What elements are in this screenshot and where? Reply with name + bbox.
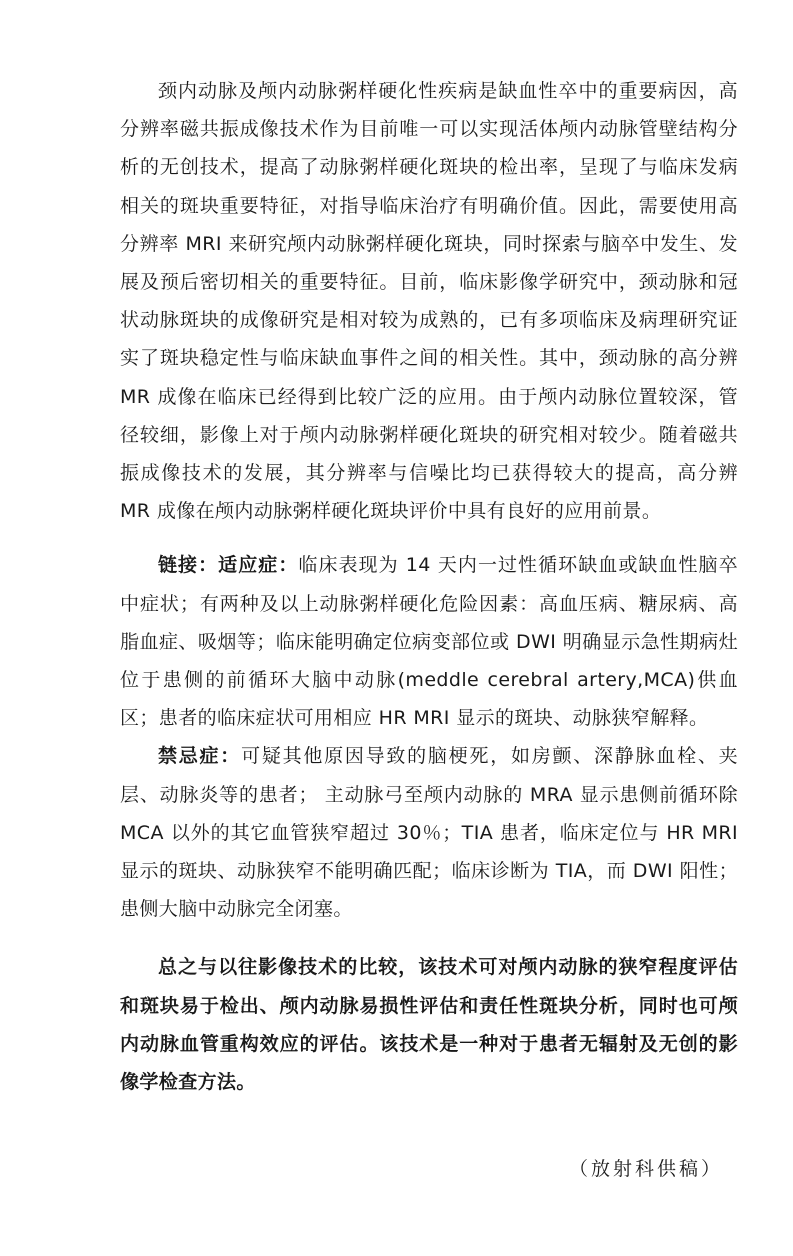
indications-text: 临床表现为 14 天内一过性循环缺血或缺血性脑卒中症状；有两种及以上动脉粥样硬化危险因素：高血压病、糖尿病、高脂血症、吸烟等；临床能明确定位病变部位或 DWI 明确显示急性期病灶位于患侧的前循环大脑中动脉(meddle cerebral artery,MCA)供血区；患者的临床症状可用相应 HR MRI 显示的斑块、动脉狭窄解释。	[120, 554, 738, 730]
paragraph-background: 颈内动脉及颅内动脉粥样硬化性疾病是缺血性卒中的重要病因，高分辨率磁共振成像技术作为目前唯一可以实现活体颅内动脉管壁结构分析的无创技术，提高了动脉粥样硬化斑块的检出率，呈现了与临床发病相关的斑块重要特征，对指导临床治疗有明确价值。因此，需要使用高分辨率 MRI 来研究颅内动脉粥样硬化斑块，同时探索与脑卒中发生、发展及预后密切相关的重要特征。目前，临床影像学研究中，颈动脉和冠状动脉斑块的成像研究是相对较为成熟的，已有多项临床及病理研究证实了斑块稳定性与临床缺血事件之间的相关性。其中，颈动脉的高分辨 MR 成像在临床已经得到比较广泛的应用。由于颅内动脉位置较深，管径较细，影像上对于颅内动脉粥样硬化斑块的研究相对较少。随着磁共振成像技术的发展，其分辨率与信噪比均已获得较大的提高，高分辨 MR 成像在颅内动脉粥样硬化斑块评价中具有良好的应用前景。	[120, 80, 738, 523]
paragraph-contraindications	[120, 737, 738, 928]
document-body	[120, 72, 738, 1101]
contraindications-text: 可疑其他原因导致的脑梗死，如房颤、深静脉血栓、夹层、动脉炎等的患者； 主动脉弓至颅内动脉的 MRA 显示患侧前循环除 MCA 以外的其它血管狭窄超过 30％；TIA 患者，临床定位与 HR MRI 显示的斑块、动脉狭窄不能明确匹配；临床诊断为 TIA，而 DWI 阳性；患侧大脑中动脉完全闭塞。	[120, 745, 738, 921]
source-signature: （放射科供稿）	[568, 1158, 723, 1180]
contraindications-heading: 禁忌症：	[158, 745, 242, 768]
paragraph-indications	[120, 546, 738, 737]
indications-heading: 链接：适应症：	[158, 554, 299, 577]
paragraph-conclusion: 总之与以往影像技术的比较，该技术可对颅内动脉的狭窄程度评估和斑块易于检出、颅内动脉易损性评估和责任性斑块分析，同时也可颅内动脉血管重构效应的评估。该技术是一种对于患者无辐射及无创的影像学检查方法。	[120, 956, 738, 1094]
